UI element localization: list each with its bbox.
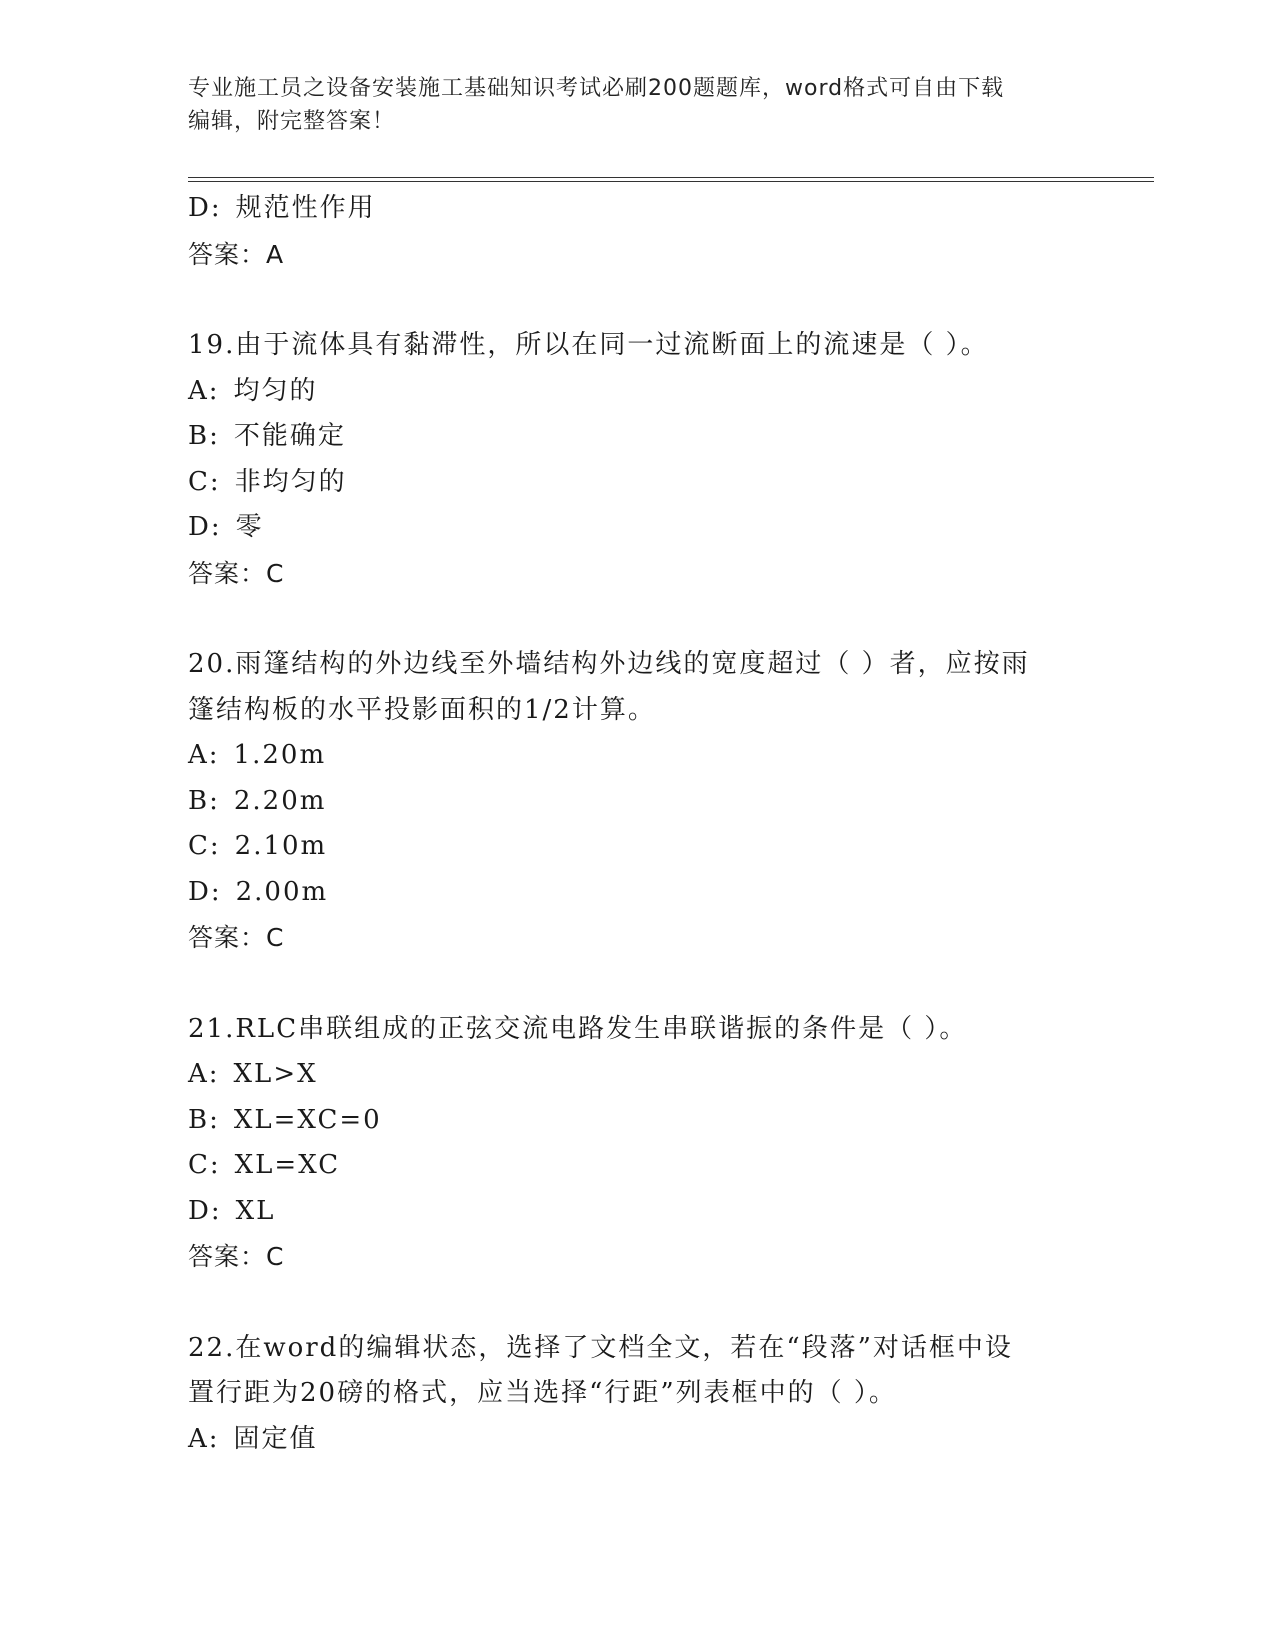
option-a [188, 1417, 1088, 1463]
option-letter: D: [188, 876, 222, 907]
answer: 答案：A [188, 239, 285, 269]
option-letter: D: [188, 1195, 222, 1226]
option-text: 2.10m [234, 831, 328, 861]
option-b [188, 779, 1088, 825]
option-letter: B: [188, 1104, 220, 1135]
option-letter: A: [188, 740, 220, 770]
question-stem: 20.雨篷结构的外边线至外墙结构外边线的宽度超过（ ）者，应按雨 [188, 649, 1030, 679]
option-text: XL=XC [234, 1150, 341, 1180]
option-letter: A: [188, 375, 220, 406]
option-text: 零 [235, 512, 264, 542]
option-c [188, 824, 1088, 870]
option-text: XL [235, 1195, 276, 1226]
option-text: 1.20m [233, 740, 327, 770]
question-stem: 21.RLC串联组成的正弦交流电路发生串联谐振的条件是（ ）。 [188, 1013, 968, 1044]
option-letter: D: [188, 193, 222, 223]
option-d [188, 505, 1088, 551]
option-letter: A: [188, 1059, 220, 1089]
option-d [188, 1189, 1088, 1235]
option-letter: C: [188, 466, 221, 497]
option-text: 不能确定 [233, 421, 346, 451]
question-stem-continued: 置行距为20磅的格式，应当选择“行距”列表框中的（ ）。 [188, 1378, 897, 1408]
option-text: XL>X [233, 1059, 318, 1089]
option-text: XL=XC=0 [233, 1104, 382, 1135]
header-line-2: 编辑，附完整答案！ [188, 109, 396, 134]
option-text: 非均匀的 [234, 466, 347, 497]
answer: 答案：C [188, 558, 285, 588]
option-d [188, 186, 1088, 232]
option-a [188, 369, 1088, 415]
option-d [188, 870, 1088, 916]
question-stem-continued: 篷结构板的水平投影面积的1/2计算。 [188, 694, 656, 725]
document-header [188, 72, 1088, 138]
question-stem: 22.在word的编辑状态，选择了文档全文，若在“段落”对话框中设 [188, 1332, 1013, 1363]
header-rule-bottom [188, 181, 1154, 182]
option-letter: C: [188, 831, 221, 861]
option-letter: A: [188, 1423, 220, 1454]
answer: 答案：C [188, 1242, 285, 1271]
option-b [188, 1098, 1088, 1144]
option-a [188, 1052, 1088, 1098]
header-line-1: 专业施工员之设备安装施工基础知识考试必刷200题题库，word格式可自由下载 [188, 76, 1005, 101]
option-a [188, 733, 1088, 779]
option-c [188, 460, 1088, 506]
option-letter: C: [188, 1150, 221, 1180]
option-text: 规范性作用 [235, 193, 376, 223]
answer: 答案：C [188, 923, 285, 952]
option-text: 均匀的 [233, 375, 318, 406]
question-list [188, 186, 1088, 1462]
header-rule-top [188, 177, 1154, 178]
option-b [188, 414, 1088, 460]
option-text: 2.20m [233, 785, 327, 816]
question-stem: 19.由于流体具有黏滞性，所以在同一过流断面上的流速是（ ）。 [188, 330, 989, 360]
option-text: 2.00m [235, 876, 329, 907]
option-letter: D: [188, 512, 222, 542]
option-letter: B: [188, 785, 220, 816]
option-letter: B: [188, 421, 220, 451]
option-c [188, 1143, 1088, 1189]
option-text: 固定值 [233, 1423, 318, 1454]
